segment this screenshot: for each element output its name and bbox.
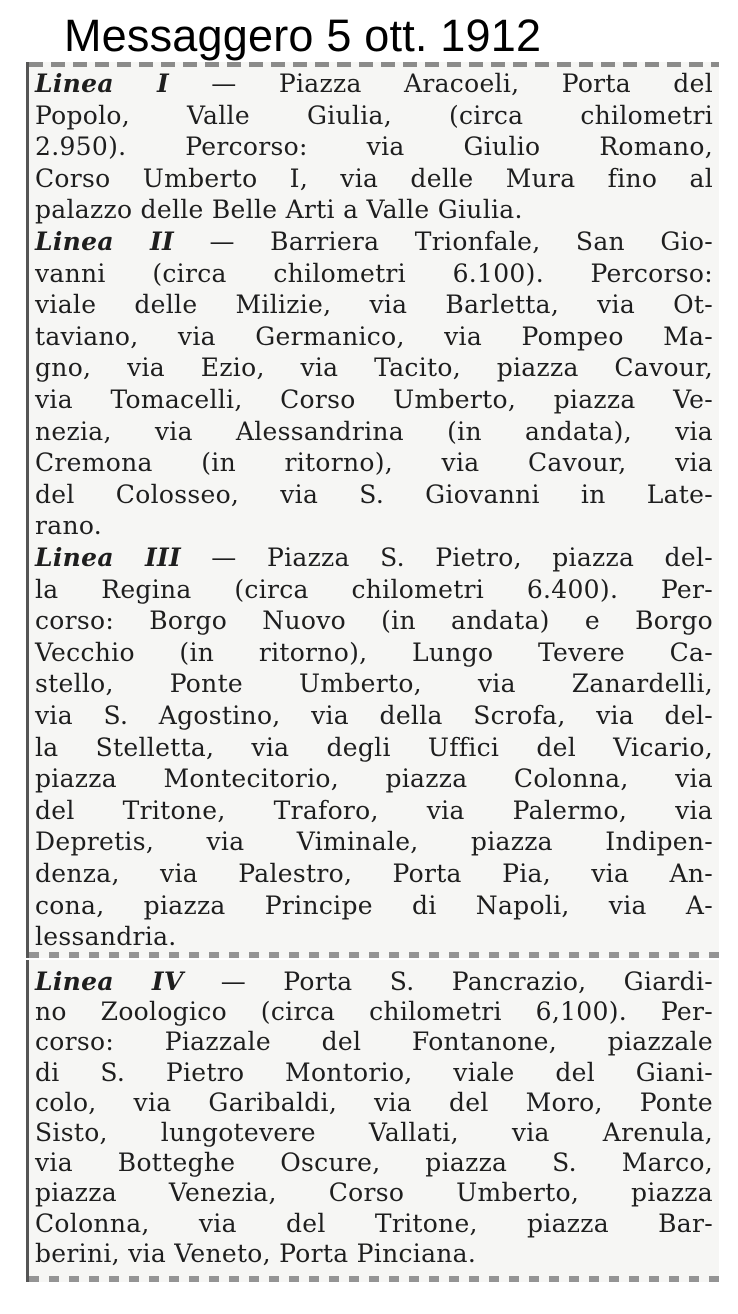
line-label: Linea II (35, 227, 175, 256)
line-text: Vecchio (in ritorno), Lungo Tevere Ca- (35, 637, 713, 667)
caption-title: Messaggero 5 ott. 1912 (64, 10, 542, 61)
line-text: Sisto, lungotevere Vallati, via Arenula, (35, 1118, 713, 1147)
text-line (35, 890, 713, 922)
line-text: via Botteghe Oscure, piazza S. Marco, (35, 1148, 713, 1178)
line-text: no Zoologico (circa chilometri 6,100). Per- (35, 997, 713, 1027)
line-text: piazza Venezia, Corso Umberto, piazza (35, 1178, 713, 1208)
line-text: Cremona (in ritorno), via Cavour, via (35, 448, 713, 478)
text-line (35, 226, 713, 258)
text-line (35, 321, 713, 353)
text-line (35, 637, 713, 669)
newspaper-clipping-1 (26, 62, 719, 958)
newspaper-clipping-2 (26, 960, 719, 1282)
text-line (35, 1087, 713, 1119)
line-text: — Piazza S. Pietro, piazza del- (180, 543, 714, 572)
line-text: la Regina (circa chilometri 6.400). Per- (35, 574, 713, 604)
line-text: cona, piazza Principe di Napoli, via A- (35, 890, 713, 920)
text-line (35, 668, 713, 700)
line-text: stello, Ponte Umberto, via Zanardelli, (35, 669, 713, 699)
line-text: corso: Borgo Nuovo (in andata) e Borgo (35, 606, 713, 636)
torn-edge-bottom (29, 1276, 719, 1282)
text-line (35, 574, 713, 606)
text-line (35, 510, 713, 542)
line-text: del Tritone, Traforo, via Palermo, via (35, 795, 713, 825)
line-text: vanni (circa chilometri 6.100). Percorso: (35, 258, 713, 288)
line-text: Depretis, via Viminale, piazza Indipen- (35, 827, 713, 857)
text-line (35, 1177, 713, 1209)
line-text: — Barriera Trionfale, San Gio- (174, 227, 714, 256)
text-line (35, 1057, 713, 1089)
text-line (35, 479, 713, 511)
line-label: Linea I (35, 69, 169, 98)
line-text: di S. Pietro Montorio, viale del Giani- (35, 1057, 713, 1087)
text-line (35, 163, 713, 195)
text-line (35, 700, 713, 732)
line-text: rano. (35, 511, 103, 541)
line-text: — Porta S. Pancrazio, Giardi- (183, 967, 713, 996)
line-text: colo, via Garibaldi, via del Moro, Ponte (35, 1087, 713, 1117)
text-line (35, 289, 713, 321)
line-text: palazzo delle Belle Arti a Valle Giulia. (35, 195, 523, 225)
line-text: taviano, via Germanico, via Pompeo Ma- (35, 321, 713, 351)
text-line (35, 447, 713, 479)
text-line (35, 1238, 713, 1270)
text-line (35, 763, 713, 795)
line-text: 2.950). Percorso: via Giulio Romano, (35, 132, 713, 162)
text-line (35, 416, 713, 448)
text-line (35, 131, 713, 163)
line-text: gno, via Ezio, via Tacito, piazza Cavour, (35, 353, 713, 383)
line-text: Popolo, Valle Giulia, (circa chilometri (35, 100, 713, 130)
text-line (35, 966, 713, 998)
text-line (35, 194, 713, 226)
text-line (35, 258, 713, 290)
text-line (35, 858, 713, 890)
text-line (35, 384, 713, 416)
line-label: Linea IV (35, 967, 184, 996)
line-text: via S. Agostino, via della Scrofa, via del- (35, 701, 713, 730)
line-text: del Colosseo, via S. Giovanni in Late- (35, 479, 713, 509)
line-text: Corso Umberto I, via delle Mura fino al (35, 163, 713, 193)
line-text: Colonna, via del Tritone, piazza Bar- (35, 1208, 713, 1238)
text-line (35, 352, 713, 384)
text-line (35, 795, 713, 827)
line-text: berini, via Veneto, Porta Pinciana. (35, 1238, 477, 1268)
text-line (35, 1117, 713, 1149)
line-text: viale delle Milizie, via Barletta, via Ot- (35, 290, 713, 320)
text-line (35, 1026, 713, 1058)
text-line (35, 68, 713, 100)
line-text: nezia, via Alessandrina (in andata), via (35, 416, 713, 446)
text-line (35, 826, 713, 858)
text-line (35, 921, 713, 953)
text-line (35, 996, 713, 1028)
line-label: Linea III (35, 543, 181, 572)
line-text: — Piazza Aracoeli, Porta del (168, 69, 713, 98)
text-line (35, 542, 713, 574)
line-text: via Tomacelli, Corso Umberto, piazza Ve- (35, 385, 713, 414)
text-line (35, 1208, 713, 1240)
line-text: piazza Montecitorio, piazza Colonna, via (35, 764, 713, 794)
line-text: la Stelletta, via degli Uffici del Vicario, (35, 732, 713, 762)
text-line (35, 100, 713, 132)
text-line (35, 1147, 713, 1179)
line-text: lessandria. (35, 922, 177, 952)
torn-edge-top (29, 62, 719, 67)
text-line (35, 732, 713, 764)
line-text: corso: Piazzale del Fontanone, piazzale (35, 1027, 713, 1057)
line-text: denza, via Palestro, Porta Pia, via An- (35, 859, 713, 888)
text-line (35, 605, 713, 637)
